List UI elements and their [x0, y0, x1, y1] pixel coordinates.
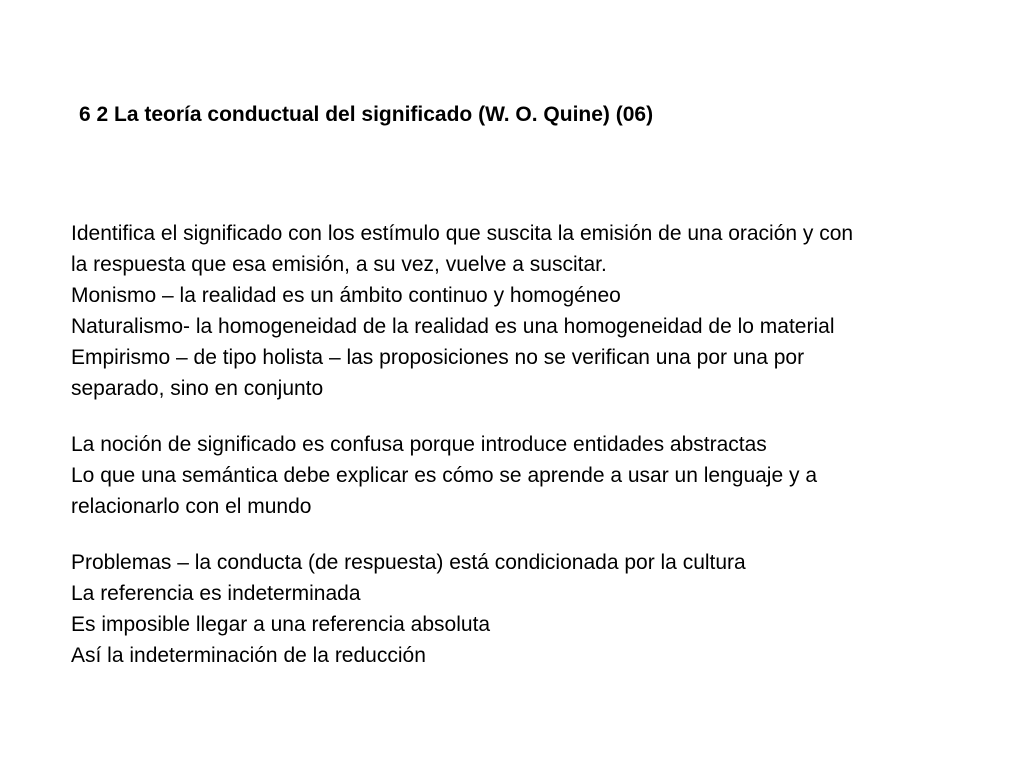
body-line: Así la indeterminación de la reducción: [71, 644, 426, 667]
paragraph-definition: [71, 218, 971, 404]
body-line: Problemas – la conducta (de respuesta) está condicionada por la cultura: [71, 551, 746, 574]
slide-body: [71, 218, 971, 671]
body-line: Identifica el significado con los estímulo que suscita la emisión de una oración y con: [71, 222, 854, 245]
body-line: relacionarlo con el mundo: [71, 495, 312, 518]
body-line: Empirismo – de tipo holista – las proposiciones no se verifican una por una por: [71, 346, 805, 369]
body-line: La noción de significado es confusa porque introduce entidades abstractas: [71, 433, 767, 456]
body-line: Lo que una semántica debe explicar es cómo se aprende a usar un lenguaje y a: [71, 464, 817, 487]
body-line: Naturalismo- la homogeneidad de la realidad es una homogeneidad de lo material: [71, 315, 835, 338]
paragraph-gap: [71, 404, 971, 429]
body-line: Monismo – la realidad es un ámbito continuo y homogéneo: [71, 284, 621, 307]
slide-title: 6 2 La teoría conductual del significado (W. O. Quine) (06): [79, 103, 654, 126]
body-line: separado, sino en conjunto: [71, 377, 324, 400]
body-line: la respuesta que esa emisión, a su vez, vuelve a suscitar.: [71, 253, 607, 276]
paragraph-gap: [71, 522, 971, 547]
paragraph-problems: [71, 547, 971, 671]
body-line: Es imposible llegar a una referencia absoluta: [71, 613, 491, 636]
paragraph-meaning: [71, 429, 971, 522]
body-line: La referencia es indeterminada: [71, 582, 361, 605]
